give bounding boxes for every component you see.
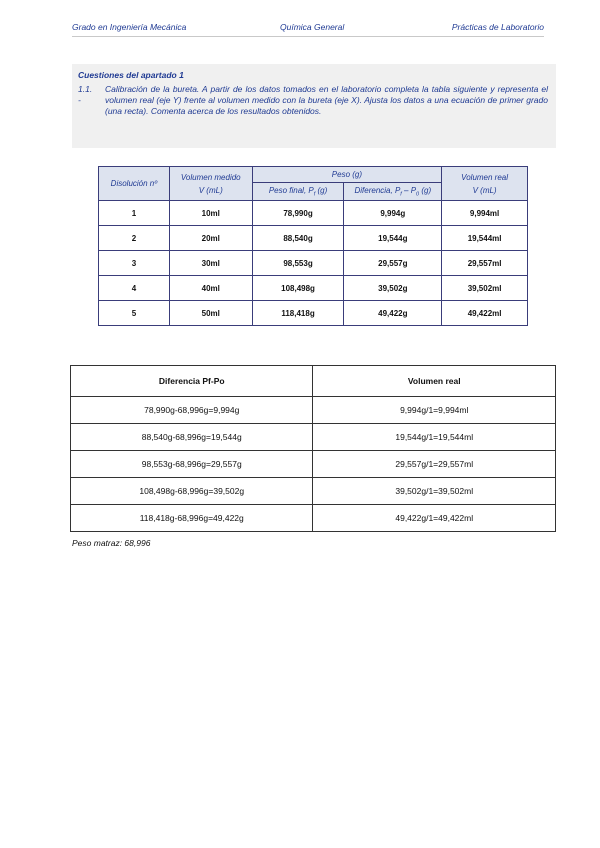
cell-vreal: 19,544ml	[442, 226, 528, 251]
cell-pesofinal: 108,498g	[252, 276, 344, 301]
table-row	[71, 424, 556, 451]
cell-diferencia: 29,557g	[344, 251, 442, 276]
cell-vmedido: 10ml	[169, 201, 252, 226]
table-row	[99, 301, 528, 326]
diferencia-sub1: f	[400, 191, 402, 198]
cell-vmedido: 40ml	[169, 276, 252, 301]
col-header-vmedido-label: Volumen medido	[180, 172, 241, 182]
cell-vreal-calc: 49,422g/1=49,422ml	[313, 505, 556, 532]
cell-pesofinal: 118,418g	[252, 301, 344, 326]
cell-dif-calc: 98,553g-68,996g=29,557g	[71, 451, 313, 478]
cell-pesofinal: 78,990g	[252, 201, 344, 226]
cell-dif-calc: 108,498g-68,996g=39,502g	[71, 478, 313, 505]
cell-diferencia: 19,544g	[344, 226, 442, 251]
cell-vreal-calc: 19,544g/1=19,544ml	[313, 424, 556, 451]
question-number-col	[78, 84, 105, 117]
table-row	[71, 505, 556, 532]
header-section: Prácticas de Laboratorio	[451, 22, 544, 32]
col-header-diferencia	[344, 183, 442, 201]
cell-dif-calc: 88,540g-68,996g=19,544g	[71, 424, 313, 451]
header-subject: Química General	[280, 22, 345, 32]
col-header-peso: Peso (g)	[252, 167, 442, 183]
cell-vreal: 39,502ml	[442, 276, 528, 301]
questions-box	[72, 64, 556, 148]
question-number: 1.1.	[78, 84, 93, 94]
cell-n: 1	[99, 201, 170, 226]
table-row	[71, 397, 556, 424]
cell-pesofinal: 88,540g	[252, 226, 344, 251]
table-row	[99, 276, 528, 301]
col-header-pesofinal	[252, 183, 344, 201]
table-row	[99, 251, 528, 276]
col-header-disolucion: Disolución nº	[99, 167, 170, 201]
table-row	[99, 201, 528, 226]
question-text: Calibración de la bureta. A partir de los datos tomados en el laboratorio completa la tabla siguiente y representa el volumen real (eje Y) frente al volumen medido con la bureta (eje X). Ajusta los datos a una ecuación de primer grado (una recta). Comenta acerca de los resultados obtenidos.	[105, 84, 548, 116]
flask-weight-note: Peso matraz: 68,996	[72, 538, 151, 548]
cell-vreal: 29,557ml	[442, 251, 528, 276]
diferencia-label: Diferencia, P	[354, 185, 401, 195]
diferencia-unit: (g)	[419, 185, 432, 195]
question-dash: -	[78, 95, 81, 105]
col-header-dif: Diferencia Pf-Po	[71, 366, 313, 397]
cell-diferencia: 9,994g	[344, 201, 442, 226]
table-row	[71, 451, 556, 478]
cell-n: 5	[99, 301, 170, 326]
cell-vreal-calc: 29,557g/1=29,557ml	[313, 451, 556, 478]
col-header-vreal	[442, 167, 528, 201]
calibration-table	[98, 166, 528, 326]
table-row	[71, 478, 556, 505]
question-item	[78, 84, 548, 117]
cell-n: 2	[99, 226, 170, 251]
header-degree: Grado en Ingeniería Mecánica	[72, 22, 187, 32]
cell-vreal: 49,422ml	[442, 301, 528, 326]
cell-n: 3	[99, 251, 170, 276]
cell-dif-calc: 78,990g-68,996g=9,994g	[71, 397, 313, 424]
diferencia-mid: – P	[401, 185, 417, 195]
pesofinal-sub: f	[313, 191, 316, 198]
col-header-vreal-label: Volumen real	[461, 172, 509, 182]
pesofinal-unit: (g)	[315, 185, 328, 195]
cell-vmedido: 30ml	[169, 251, 252, 276]
cell-diferencia: 49,422g	[344, 301, 442, 326]
cell-vmedido: 50ml	[169, 301, 252, 326]
cell-diferencia: 39,502g	[344, 276, 442, 301]
cell-dif-calc: 118,418g-68,996g=49,422g	[71, 505, 313, 532]
cell-vreal-calc: 39,502g/1=39,502ml	[313, 478, 556, 505]
cell-vreal: 9,994ml	[442, 201, 528, 226]
table-row	[99, 226, 528, 251]
col-header-vmedido-unit: V (mL)	[198, 185, 223, 195]
diferencia-sub2: 0	[416, 191, 420, 198]
col-header-vreal-unit: V (mL)	[472, 185, 497, 195]
questions-title: Cuestiones del apartado 1	[78, 70, 184, 80]
col-header-vreal2: Volumen real	[313, 366, 556, 397]
pesofinal-label: Peso final, P	[268, 185, 314, 195]
page-header	[72, 20, 544, 37]
col-header-vmedido	[169, 167, 252, 201]
cell-vmedido: 20ml	[169, 226, 252, 251]
cell-pesofinal: 98,553g	[252, 251, 344, 276]
cell-vreal-calc: 9,994g/1=9,994ml	[313, 397, 556, 424]
cell-n: 4	[99, 276, 170, 301]
calculation-table	[70, 365, 556, 532]
